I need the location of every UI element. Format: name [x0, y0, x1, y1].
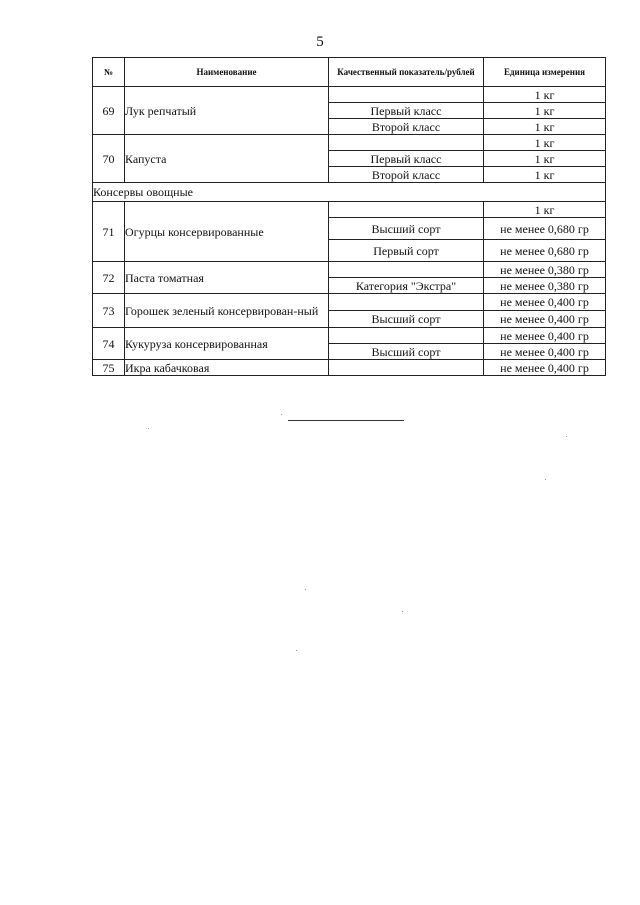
scan-speck [296, 650, 297, 651]
row-quality [329, 328, 484, 344]
table-row [93, 135, 606, 151]
row-quality: Высший сорт [329, 311, 484, 328]
row-quality: Первый класс [329, 151, 484, 167]
row-num: 72 [93, 262, 125, 294]
table-row [93, 328, 606, 344]
row-unit: 1 кг [484, 119, 606, 135]
section-row [93, 183, 606, 202]
page-number: 5 [316, 34, 324, 50]
separator-line [288, 420, 404, 421]
row-unit: не менее 0,380 гр [484, 278, 606, 294]
row-quality: Категория "Экстра" [329, 278, 484, 294]
header-unit: Единица измерения [484, 58, 606, 87]
table-header-row [93, 58, 606, 87]
row-unit: 1 кг [484, 87, 606, 103]
row-unit: не менее 0,400 гр [484, 360, 606, 376]
row-quality [329, 360, 484, 376]
row-quality: Первый сорт [329, 240, 484, 262]
row-unit: 1 кг [484, 151, 606, 167]
row-num: 75 [93, 360, 125, 376]
scan-speck [281, 414, 282, 415]
row-name: Огурцы консервированные [125, 202, 329, 262]
scan-speck [566, 436, 567, 437]
row-unit: не менее 0,400 гр [484, 294, 606, 311]
row-name: Кукуруза консервированная [125, 328, 329, 360]
row-quality [329, 294, 484, 311]
row-quality: Первый класс [329, 103, 484, 119]
table-row [93, 87, 606, 103]
scan-speck [305, 589, 306, 590]
scan-speck [545, 479, 546, 480]
header-num: № [93, 58, 125, 87]
scan-speck [148, 428, 149, 429]
row-quality [329, 87, 484, 103]
table-row [93, 294, 606, 311]
row-unit: 1 кг [484, 167, 606, 183]
row-unit: не менее 0,380 гр [484, 262, 606, 278]
row-num: 74 [93, 328, 125, 360]
row-quality [329, 135, 484, 151]
row-unit: не менее 0,400 гр [484, 344, 606, 360]
row-num: 70 [93, 135, 125, 183]
row-name: Горошек зеленый консервирован-ный [125, 294, 329, 328]
row-unit: не менее 0,400 гр [484, 311, 606, 328]
price-table [92, 57, 606, 376]
row-unit: 1 кг [484, 103, 606, 119]
row-quality [329, 202, 484, 218]
row-quality: Второй класс [329, 119, 484, 135]
table-row [93, 360, 606, 376]
row-name: Икра кабачковая [125, 360, 329, 376]
row-name: Лук репчатый [125, 87, 329, 135]
row-name: Капуста [125, 135, 329, 183]
table-row [93, 202, 606, 218]
row-unit: 1 кг [484, 202, 606, 218]
row-num: 69 [93, 87, 125, 135]
row-unit: 1 кг [484, 135, 606, 151]
scan-speck [402, 611, 403, 612]
row-quality: Второй класс [329, 167, 484, 183]
row-unit: не менее 0,680 гр [484, 240, 606, 262]
row-unit: не менее 0,680 гр [484, 218, 606, 240]
row-num: 71 [93, 202, 125, 262]
header-quality: Качественный показатель/рублей [329, 58, 484, 87]
row-quality: Высший сорт [329, 218, 484, 240]
row-num: 73 [93, 294, 125, 328]
row-unit: не менее 0,400 гр [484, 328, 606, 344]
row-name: Паста томатная [125, 262, 329, 294]
row-quality [329, 262, 484, 278]
section-title: Консервы овощные [93, 183, 606, 202]
table-row [93, 262, 606, 278]
row-quality: Высший сорт [329, 344, 484, 360]
header-name: Наименование [125, 58, 329, 87]
